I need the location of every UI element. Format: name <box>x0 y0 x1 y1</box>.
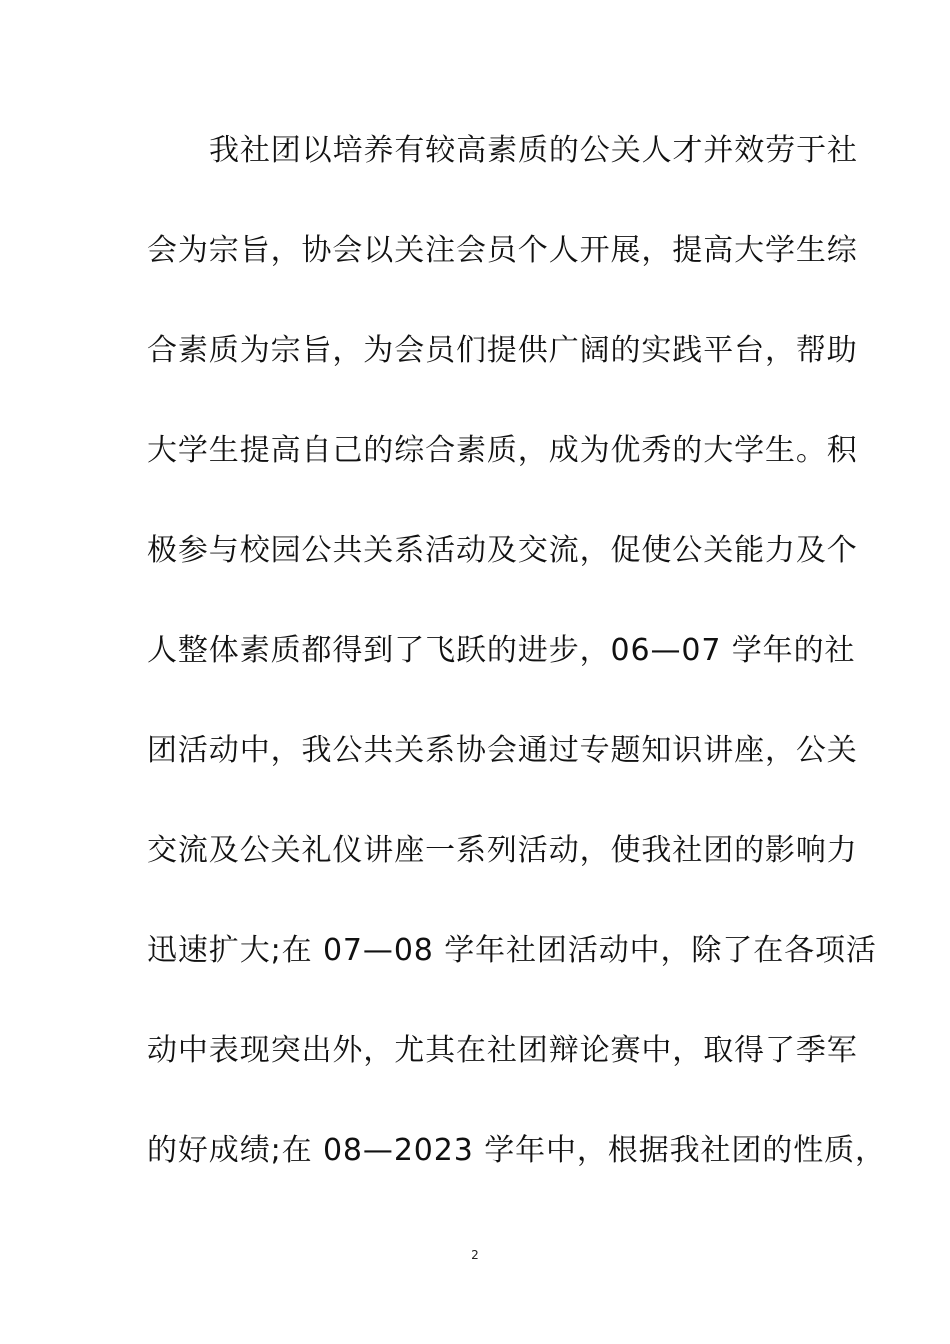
text-line-10: 动中表现突出外，尤其在社团辩论赛中，取得了季军 <box>147 1033 858 1068</box>
text-line-1: 我社团以培养有较高素质的公关人才并效劳于社 <box>209 133 858 168</box>
text-line-11: 的好成绩;在 08—2023 学年中，根据我社团的性质， <box>147 1133 886 1168</box>
body-paragraph <box>147 126 886 1226</box>
text-line-4: 大学生提高自己的综合素质，成为优秀的大学生。积 <box>147 433 858 468</box>
text-line-9: 迅速扩大;在 07—08 学年社团活动中，除了在各项活 <box>147 933 877 968</box>
text-line-2: 会为宗旨，协会以关注会员个人开展，提高大学生综 <box>147 233 858 268</box>
text-line-7: 团活动中，我公共关系协会通过专题知识讲座，公关 <box>147 733 858 768</box>
page-number: 2 <box>471 1248 479 1262</box>
text-line-6: 人整体素质都得到了飞跃的进步，06—07 学年的社 <box>147 633 856 668</box>
text-line-3: 合素质为宗旨，为会员们提供广阔的实践平台，帮助 <box>147 333 858 368</box>
text-line-5: 极参与校园公共关系活动及交流，促使公关能力及个 <box>147 533 858 568</box>
text-line-8: 交流及公关礼仪讲座一系列活动，使我社团的影响力 <box>147 833 858 868</box>
